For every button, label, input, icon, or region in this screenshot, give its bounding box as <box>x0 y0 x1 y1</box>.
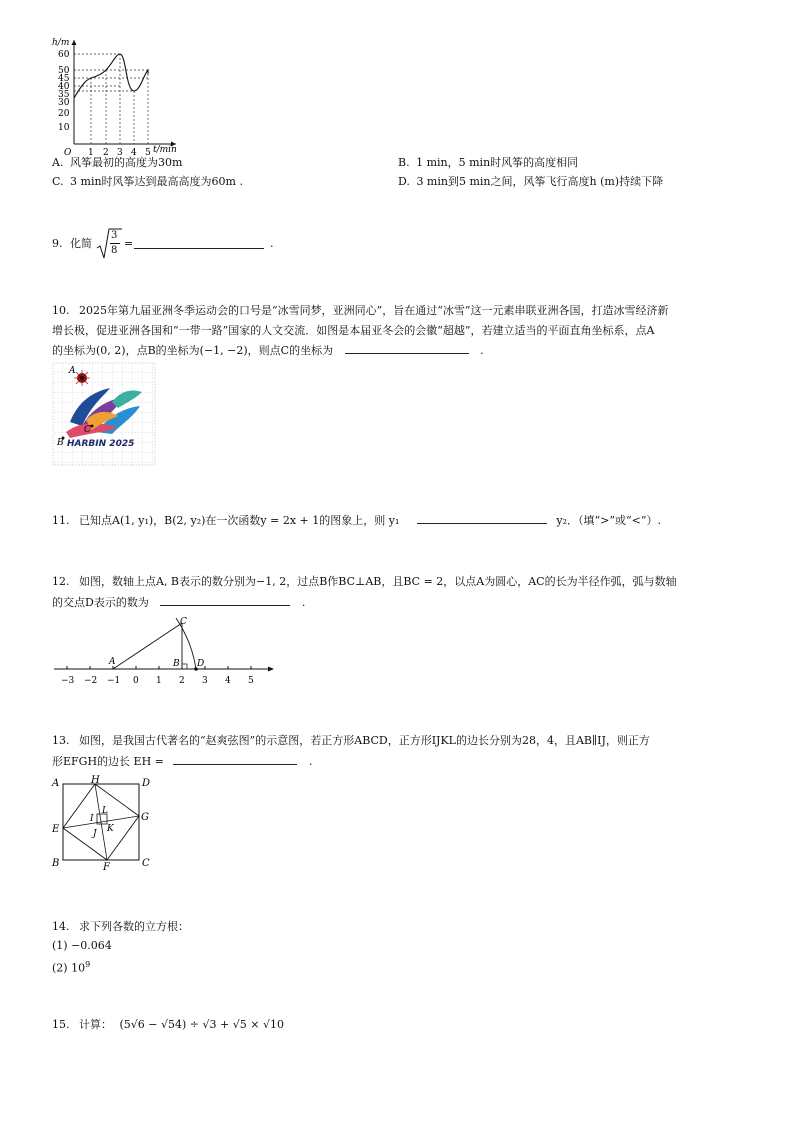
zhao-shuang-figure <box>50 774 154 870</box>
number-line-figure <box>52 612 278 688</box>
x-tick-2: 2 <box>103 148 109 156</box>
q13-answer-blank[interactable] <box>173 753 297 765</box>
y-axis-label: h/m <box>52 38 70 48</box>
question-15 <box>52 1018 284 1032</box>
option-b <box>398 156 578 170</box>
q10-text-line2: 增长极，促进亚洲各国和“一带一路”国家的人文交流．如图是本届亚冬会的会徽“超越”，若建立适当的平面直角坐标系，点A <box>52 324 655 337</box>
question-11 <box>52 512 661 528</box>
label-i: I <box>90 814 94 824</box>
logo-text: HARBIN 2025 <box>67 439 135 449</box>
q9-number: 9. <box>52 237 63 250</box>
option-d-text: 3 min到5 min之间，风筝飞行高度h (m)持续下降 <box>416 175 664 188</box>
y-tick-50: 50 <box>58 66 70 76</box>
q11-answer-blank[interactable] <box>417 512 547 524</box>
point-c-label: C <box>180 617 187 627</box>
origin-label: O <box>64 148 72 156</box>
q9-equals: = <box>124 237 134 250</box>
height-time-graph <box>50 36 180 156</box>
x-tick-5: 5 <box>145 148 151 156</box>
option-c-letter: C. <box>52 175 64 188</box>
q14-line1 <box>52 920 189 934</box>
q14-number: 14. <box>52 920 70 933</box>
q12-text-line1: 如图，数轴上点A, B表示的数分别为−1, 2，过点B作BC⊥AB，且BC = 2，以点A为圆心，AC的长为半径作弧，弧与数轴 <box>79 575 677 588</box>
y-tick-35: 35 <box>58 90 70 100</box>
option-c <box>52 175 243 189</box>
tick-label-3: 3 <box>202 676 208 686</box>
x-tick-4: 4 <box>131 148 137 156</box>
q9-denominator: 8 <box>111 245 118 256</box>
label-d: D <box>142 778 151 789</box>
q13-suffix: . <box>308 755 313 768</box>
q12-answer-blank[interactable] <box>160 594 290 606</box>
q9-answer-blank[interactable] <box>134 237 264 249</box>
point-c-label: C <box>84 425 91 435</box>
q13-number: 13. <box>52 734 70 747</box>
point-a-label: A <box>69 366 76 376</box>
option-a-text: 风筝最初的高度为30m <box>69 156 183 169</box>
q10-line3 <box>52 342 484 358</box>
label-j: J <box>93 829 97 839</box>
y-tick-20: 20 <box>58 109 70 119</box>
q13-text-line2: 形EFGH的边长 EH = <box>52 755 164 768</box>
label-b: B <box>52 858 60 869</box>
q9-prefix: 化简 <box>70 237 92 250</box>
q10-text-line3: 的坐标为(0, 2)，点B的坐标为(−1, −2)，则点C的坐标为 <box>52 344 334 357</box>
option-d-letter: D. <box>398 175 410 188</box>
q10-line1 <box>52 304 669 318</box>
q12-line1 <box>52 575 677 589</box>
q12-text-line2: 的交点D表示的数为 <box>52 596 149 609</box>
point-a-label: A <box>109 657 116 667</box>
q14-prompt: 求下列各数的立方根： <box>79 920 189 933</box>
option-b-letter: B. <box>398 156 410 169</box>
point-b-label: B <box>173 659 180 669</box>
x-tick-1: 1 <box>88 148 94 156</box>
q10-text-line1: 2025年第九届亚洲冬季运动会的口号是“冰雪同梦，亚洲同心”，旨在通过“冰雪”这一元素串联亚洲各国，打造冰雪经济新 <box>79 304 669 317</box>
label-a: A <box>52 778 60 789</box>
tick-label-minus1: −1 <box>107 676 121 686</box>
option-a <box>52 156 182 170</box>
q11-text-before: 已知点A(1, y₁)，B(2, y₂)在一次函数y = 2x + 1的图象上，则 y₁ <box>79 514 400 527</box>
x-tick-3: 3 <box>117 148 123 156</box>
tick-label-minus3: −3 <box>61 676 75 686</box>
q9-numerator: 3 <box>111 230 118 241</box>
q12-suffix: . <box>301 596 306 609</box>
q9-suffix: . <box>270 237 274 250</box>
option-c-text: 3 min时风筝达到最高高度为60m . <box>70 175 243 188</box>
option-b-text: 1 min，5 min时风筝的高度相同 <box>416 156 579 169</box>
q12-line2 <box>52 594 305 610</box>
label-l: L <box>102 806 108 816</box>
q11-text-after: y₂．（填“>”或“<”）. <box>556 514 661 527</box>
q10-number: 10. <box>52 304 70 317</box>
q12-number: 12. <box>52 575 70 588</box>
q10-suffix: . <box>480 344 484 357</box>
question-9 <box>52 226 292 262</box>
tick-label-1: 1 <box>156 676 162 686</box>
q13-text-line1: 如图，是我国古代著名的“赵爽弦图”的示意图，若正方形ABCD，正方形IJKL的边长分别为28，4，且AB∥IJ，则正方 <box>79 734 650 747</box>
tick-label-2: 2 <box>179 676 185 686</box>
label-g: G <box>141 812 149 823</box>
label-k: K <box>107 824 114 834</box>
point-d-label: D <box>197 659 205 669</box>
label-h: H <box>91 775 100 786</box>
q14-item2 <box>52 958 90 976</box>
tick-label-0: 0 <box>133 676 139 686</box>
point-b-label: B <box>57 438 64 448</box>
x-axis-label: t/min <box>153 145 177 155</box>
y-tick-40: 40 <box>58 82 70 92</box>
label-c: C <box>142 858 150 869</box>
q13-line2 <box>52 753 312 769</box>
y-tick-45: 45 <box>58 74 70 84</box>
q14-item2-base: (2) 10 <box>52 961 86 975</box>
label-e: E <box>52 824 60 835</box>
label-f: F <box>103 862 110 870</box>
y-tick-10: 10 <box>58 123 70 133</box>
option-d <box>398 175 663 189</box>
y-tick-60: 60 <box>58 50 70 60</box>
q10-answer-blank[interactable] <box>345 342 469 354</box>
q14-item1: (1) −0.064 <box>52 939 112 952</box>
tick-label-minus2: −2 <box>84 676 98 686</box>
q14-item2-exponent: 9 <box>85 960 91 969</box>
q13-line1 <box>52 734 650 748</box>
y-tick-30: 30 <box>58 98 70 108</box>
q11-number: 11. <box>52 514 70 527</box>
asian-winter-games-logo-figure <box>52 362 156 466</box>
q15-number: 15. <box>52 1018 70 1031</box>
q15-prompt: 计算： <box>79 1018 112 1031</box>
radical-sign <box>96 228 122 260</box>
option-a-letter: A. <box>52 156 64 169</box>
q15-expression: (5√6 − √54) ÷ √3 + √5 × √10 <box>119 1018 284 1031</box>
tick-label-4: 4 <box>225 676 231 686</box>
tick-label-5: 5 <box>248 676 254 686</box>
